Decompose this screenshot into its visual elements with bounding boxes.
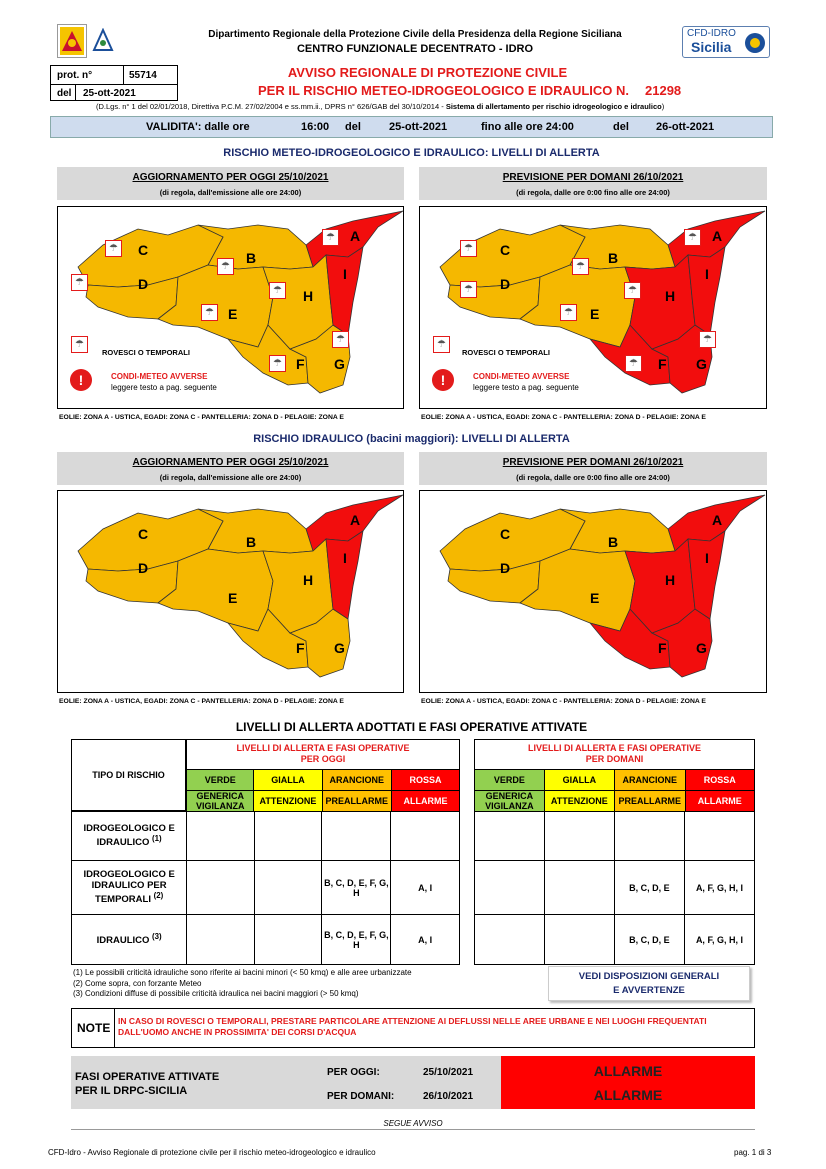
civil-protection-icon	[92, 28, 114, 54]
legend-rain: ROVESCI O TEMPORALI	[102, 348, 190, 357]
table-row	[475, 812, 755, 861]
trinacria-icon	[58, 25, 86, 57]
sicily-logo	[57, 24, 87, 58]
rain-icon: ☂	[322, 229, 339, 246]
sicily-map-3	[58, 491, 403, 692]
rain-icon: ☂	[217, 258, 234, 275]
phase-allarme: ALLARME	[685, 791, 755, 812]
rain-icon: ☂	[572, 258, 589, 275]
s1-right-head: PREVISIONE PER DOMANI 26/10/2021	[502, 172, 684, 183]
logo-top-text: CFD-IDRO	[687, 28, 736, 39]
rain-icon: ☂	[460, 281, 477, 298]
phase-attenzione: ATTENZIONE	[544, 791, 614, 812]
s1-left-header	[57, 167, 404, 200]
level-arancione: ARANCIONE	[322, 770, 391, 791]
zone-label-a: A	[712, 228, 723, 244]
fasi-oggi-value: ALLARME	[593, 1063, 663, 1079]
fasi-oggi-date: 25/10/2021	[423, 1067, 474, 1078]
zone-label-g: G	[334, 640, 345, 656]
warning-icon: !	[70, 369, 92, 391]
section1-title: RISCHIO METEO-IDROGEOLOGICO E IDRAULICO: LIVELLI DI ALLERTA	[223, 147, 600, 159]
logo-bottom-text: Sicilia	[691, 39, 732, 55]
vedi-line2: E AVVERTENZE	[613, 985, 685, 996]
zone-label-c: C	[500, 242, 511, 258]
validity-del2: del	[613, 121, 629, 133]
cfd-idro-logo	[682, 26, 770, 58]
oggi-header	[186, 739, 460, 770]
prot-number: 55714	[129, 70, 157, 81]
zone-label-e: E	[590, 590, 600, 606]
zone-label-g: G	[334, 356, 345, 372]
note-label: NOTE	[77, 1021, 111, 1035]
cell	[475, 861, 545, 915]
warning-icon: !	[432, 369, 454, 391]
title-number: 21298	[645, 83, 682, 98]
section2-title: RISCHIO IDRAULICO (bacini maggiori): LIVELLI DI ALLERTA	[253, 433, 570, 445]
risk-table-oggi	[71, 811, 460, 965]
zone-label-b: B	[246, 250, 257, 266]
level-verde: VERDE	[187, 770, 254, 791]
s1-right-zones: EOLIE: ZONA A - USTICA, EGADI: ZONA C - PANTELLERIA: ZONA D - PELAGIE: ZONA E	[421, 414, 706, 421]
validity-to-date: 26-ott-2021	[656, 121, 715, 133]
zone-label-d: D	[500, 560, 511, 576]
notes-block	[73, 968, 412, 1000]
validity-del1: del	[345, 121, 361, 133]
legend-warn-title: CONDI-METEO AVVERSE	[473, 372, 570, 381]
zone-label-h: H	[665, 288, 676, 304]
zone-label-h: H	[303, 572, 314, 588]
refs-text: (D.Lgs. n° 1 del 02/01/2018, Direttiva P.C.M. 27/02/2004 e ss.mm.ii., DPRS n° 626/GAB del 30/10/2014 -	[96, 102, 446, 111]
table-title: LIVELLI DI ALLERTA ADOTTATI E FASI OPERATIVE ATTIVATE	[235, 720, 588, 734]
legal-refs	[96, 102, 796, 111]
level-gialla: GIALLA	[254, 770, 322, 791]
level-rossa: ROSSA	[391, 770, 459, 791]
sicily-map-2	[420, 207, 766, 408]
row-name: IDROGEOLOGICO E IDRAULICO PER TEMPORALI $^{(2)}$	[72, 861, 187, 915]
phase-preallarme: PREALLARME	[614, 791, 685, 812]
map-meteo-oggi	[57, 206, 404, 409]
phase-preallarme: PREALLARME	[322, 791, 391, 812]
phase-allarme: ALLARME	[391, 791, 459, 812]
table-row	[72, 915, 460, 965]
domani-header	[474, 739, 755, 770]
zone-label-d: D	[138, 560, 149, 576]
zone-label-f: F	[658, 356, 667, 372]
validity-from-time: 16:00	[301, 121, 330, 133]
zone-label-c: C	[500, 526, 511, 542]
footer-right: pag. 1 di 3	[734, 1148, 772, 1157]
cell	[544, 915, 614, 965]
domani-head2: PER DOMANI	[585, 754, 644, 764]
s2-right-sub: (di regola, dalle ore 0:00 fino alle ore 24:00)	[516, 473, 670, 482]
tipo-header	[71, 739, 186, 811]
zone-label-c: C	[138, 526, 149, 542]
cell: B, C, D, E	[614, 861, 684, 915]
zone-label-d: D	[500, 276, 511, 292]
note-2: (2) Come sopra, con forzante Meteo	[73, 978, 202, 988]
validity-bar	[50, 116, 773, 138]
legend-warn-sub: leggere testo a pag. seguente	[473, 383, 579, 392]
rain-icon: ☂	[332, 331, 349, 348]
table-row	[475, 861, 755, 915]
rain-icon: ☂	[624, 282, 641, 299]
zone-label-b: B	[608, 534, 619, 550]
cell: A, F, G, H, I	[684, 861, 754, 915]
cell: B, C, D, E	[614, 915, 684, 965]
cell	[254, 812, 322, 861]
zone-label-g: G	[696, 640, 707, 656]
oggi-levels	[186, 769, 460, 812]
level-gialla: GIALLA	[544, 770, 614, 791]
map-idraulico-domani	[419, 490, 767, 693]
level-rossa: ROSSA	[685, 770, 755, 791]
protezione-civile-logo	[92, 28, 114, 54]
zone-label-h: H	[665, 572, 676, 588]
rain-icon: ☂	[269, 282, 286, 299]
zone-label-i: I	[343, 266, 347, 282]
fasi-label1: FASI OPERATIVE ATTIVATE	[75, 1071, 220, 1083]
oggi-head2: PER OGGI	[300, 754, 346, 764]
legend-warn-title: CONDI-METEO AVVERSE	[111, 372, 208, 381]
fasi-label2: PER IL DRPC-SICILIA	[75, 1085, 188, 1097]
map-idraulico-oggi	[57, 490, 404, 693]
sicily-map-4	[420, 491, 766, 692]
zone-label-f: F	[296, 356, 305, 372]
s2-left-zones: EOLIE: ZONA A - USTICA, EGADI: ZONA C - PANTELLERIA: ZONA D - PELAGIE: ZONA E	[59, 698, 344, 705]
s1-left-sub: (di regola, dall'emissione alle ore 24:00)	[159, 188, 302, 197]
cell	[684, 812, 754, 861]
cell	[187, 812, 255, 861]
del-label: del	[57, 88, 72, 99]
centro-funzionale: CENTRO FUNZIONALE DECENTRATO - IDRO	[296, 43, 534, 55]
zone-label-e: E	[228, 306, 238, 322]
s1-left-head: AGGIORNAMENTO PER OGGI 25/10/2021	[132, 172, 329, 183]
rain-icon: ☂	[684, 229, 701, 246]
rain-icon: ☂	[699, 331, 716, 348]
fasi-domani-label: PER DOMANI:	[327, 1091, 395, 1102]
s2-left-head: AGGIORNAMENTO PER OGGI 25/10/2021	[132, 457, 329, 468]
rain-legend-icon: ☂	[71, 336, 88, 353]
domani-levels	[474, 769, 755, 812]
vedi-disposizioni-button[interactable]	[548, 966, 750, 1001]
rain-icon: ☂	[269, 355, 286, 372]
phase-attenzione: ATTENZIONE	[254, 791, 322, 812]
phase-vigilanza: GENERICA VIGILANZA	[475, 791, 545, 812]
table-row	[72, 861, 460, 915]
zone-label-i: I	[705, 550, 709, 566]
department-name: Dipartimento Regionale della Protezione Civile della Presidenza della Regione Siciliana	[208, 29, 622, 40]
del-date: 25-ott-2021	[83, 88, 136, 99]
fasi-oggi-label: PER OGGI:	[327, 1067, 380, 1078]
cell: B, C, D, E, F, G, H	[322, 861, 391, 915]
phase-vigilanza: GENERICA VIGILANZA	[187, 791, 254, 812]
cell	[544, 861, 614, 915]
legend-rain: ROVESCI O TEMPORALI	[462, 348, 550, 357]
zone-label-a: A	[350, 228, 361, 244]
title-line1: AVVISO REGIONALE DI PROTEZIONE CIVILE	[287, 65, 568, 80]
zone-label-g: G	[696, 356, 707, 372]
fasi-status-panel	[501, 1056, 755, 1109]
cell: A, F, G, H, I	[684, 915, 754, 965]
cell	[254, 915, 322, 965]
prot-box	[50, 65, 178, 101]
note-box	[71, 1008, 755, 1048]
level-verde: VERDE	[475, 770, 545, 791]
validity-from-date: 25-ott-2021	[389, 121, 448, 133]
refs-end: )	[661, 102, 665, 111]
cell: A, I	[391, 861, 460, 915]
zone-label-d: D	[138, 276, 149, 292]
title-line2: PER IL RISCHIO METEO-IDROGEOLOGICO E IDRAULICO N.	[258, 83, 630, 98]
fasi-domani-value: ALLARME	[593, 1087, 663, 1103]
cell: A, I	[391, 915, 460, 965]
cell	[187, 861, 255, 915]
globe-icon	[743, 31, 767, 55]
domani-head1: LIVELLI DI ALLERTA E FASI OPERATIVE	[527, 743, 701, 753]
segue-avviso: SEGUE AVVISO	[383, 1119, 443, 1128]
zone-label-f: F	[296, 640, 305, 656]
note-3: (3) Condizioni diffuse di possibile criticità idraulica nei bacini maggiori (> 50 kmq)	[73, 989, 359, 998]
s1-right-sub: (di regola, dalle ore 0:00 fino alle ore 24:00)	[516, 188, 670, 197]
zone-label-c: C	[138, 242, 149, 258]
fasi-block	[71, 1056, 755, 1109]
cell	[475, 812, 545, 861]
zone-label-i: I	[705, 266, 709, 282]
oggi-head1: LIVELLI DI ALLERTA E FASI OPERATIVE	[236, 743, 410, 753]
s2-right-header	[419, 452, 767, 485]
s2-left-sub: (di regola, dall'emissione alle ore 24:00)	[159, 473, 302, 482]
rain-icon: ☂	[201, 304, 218, 321]
cell	[475, 915, 545, 965]
rain-icon: ☂	[71, 274, 88, 291]
risk-table-domani	[474, 811, 755, 965]
zone-label-f: F	[658, 640, 667, 656]
zone-label-b: B	[608, 250, 619, 266]
map-meteo-domani	[419, 206, 767, 409]
rain-icon: ☂	[105, 240, 122, 257]
s1-left-zones: EOLIE: ZONA A - USTICA, EGADI: ZONA C - PANTELLERIA: ZONA D - PELAGIE: ZONA E	[59, 414, 344, 421]
s2-left-header	[57, 452, 404, 485]
zone-label-b: B	[246, 534, 257, 550]
s1-right-header	[419, 167, 767, 200]
rain-icon: ☂	[460, 240, 477, 257]
note-text: IN CASO DI ROVESCI O TEMPORALI, PRESTARE PARTICOLARE ATTENZIONE AI DEFLUSSI NELLE AREE URBANE E NEI LUOGHI FREQUENTATI DALL'UOMO ANCHE IN PROSSIMITA' DEI CORSI D'ACQUA	[118, 1016, 707, 1037]
level-arancione: ARANCIONE	[614, 770, 685, 791]
validity-label: VALIDITA': dalle ore	[146, 121, 250, 133]
table-row	[475, 915, 755, 965]
zone-label-a: A	[350, 512, 361, 528]
table-row	[72, 812, 460, 861]
footer-left: CFD-Idro - Avviso Regionale di protezione civile per il rischio meteo-idrogeologico e idraulico	[48, 1148, 376, 1157]
rain-icon: ☂	[560, 304, 577, 321]
cell: B, C, D, E, F, G, H	[322, 915, 391, 965]
rain-legend-icon: ☂	[433, 336, 450, 353]
cell	[391, 812, 460, 861]
rain-icon: ☂	[625, 355, 642, 372]
note-1: (1) Le possibili criticità idrauliche sono riferite ai bacini minori (< 50 kmq) e alle aree urbanizzate	[73, 968, 412, 977]
zone-label-a: A	[712, 512, 723, 528]
levels-table-frame	[71, 739, 755, 967]
row-name: IDRAULICO $^{(3)}$	[72, 915, 187, 965]
prot-label: prot. n°	[57, 70, 93, 81]
s2-right-head: PREVISIONE PER DOMANI 26/10/2021	[502, 457, 684, 468]
vedi-line1: VEDI DISPOSIZIONI GENERALI	[578, 971, 720, 982]
zone-label-e: E	[228, 590, 238, 606]
zone-label-h: H	[303, 288, 314, 304]
s2-right-zones: EOLIE: ZONA A - USTICA, EGADI: ZONA C - PANTELLERIA: ZONA D - PELAGIE: ZONA E	[421, 698, 706, 705]
cell	[544, 812, 614, 861]
refs-bold: Sistema di allertamento per rischio idrogeologico e idraulico	[445, 102, 662, 111]
row-name: IDROGEOLOGICO E IDRAULICO $^{(1)}$	[72, 812, 187, 861]
cell	[322, 812, 391, 861]
zone-label-e: E	[590, 306, 600, 322]
legend-warn-sub: leggere testo a pag. seguente	[111, 383, 217, 392]
sicily-map-1	[58, 207, 403, 408]
validity-to-label: fino alle ore 24:00	[481, 121, 574, 133]
cell	[187, 915, 255, 965]
cell	[254, 861, 322, 915]
zone-label-i: I	[343, 550, 347, 566]
fasi-domani-date: 26/10/2021	[423, 1091, 474, 1102]
cell	[614, 812, 684, 861]
tipo-label: TIPO DI RISCHIO	[92, 770, 165, 780]
